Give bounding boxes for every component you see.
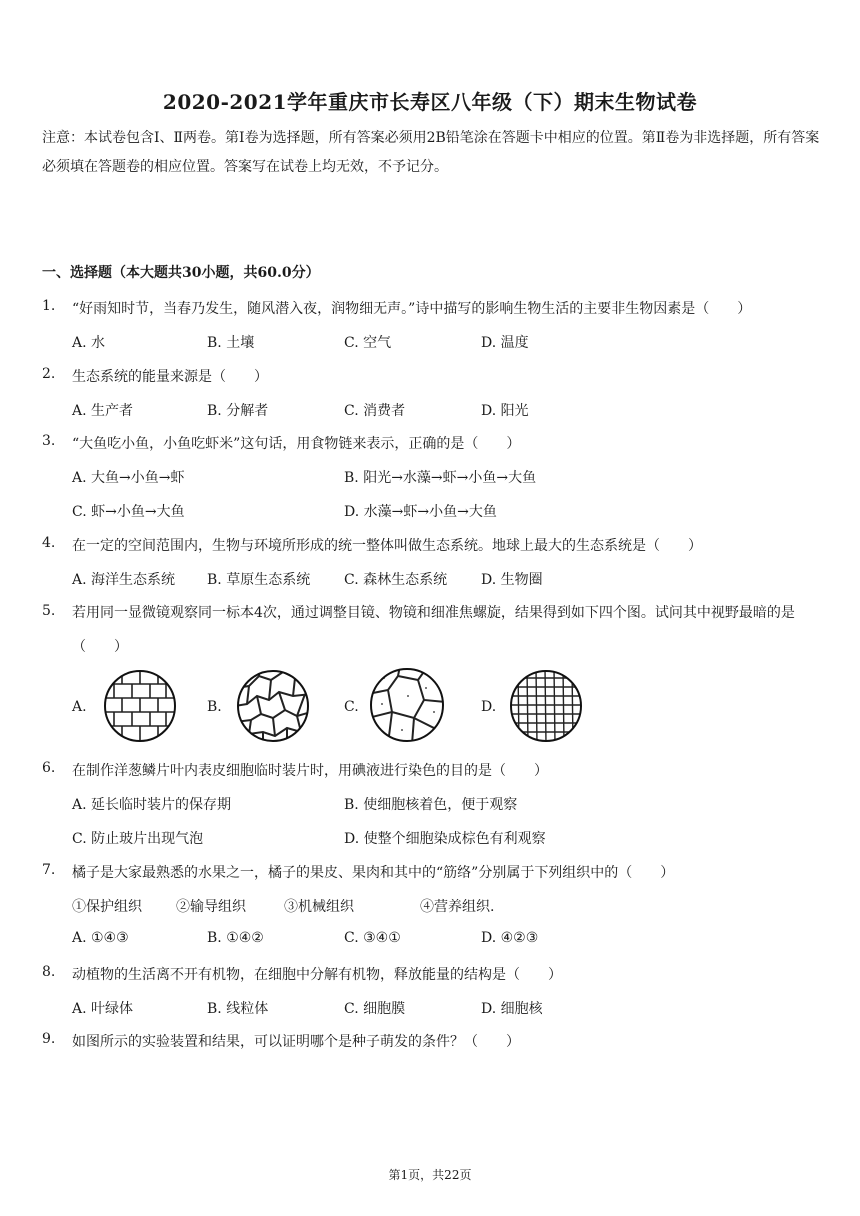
question-number: 3.	[42, 433, 56, 449]
tissue-item: ②输导组织	[176, 899, 246, 915]
page-footer: 第1页，共22页	[388, 1168, 472, 1182]
question-text: 若用同一显微镜观察同一标本4次，通过调整目镜、物镜和细准焦螺旋，结果得到如下四个图。试问其中视野最暗的是（ ）	[72, 605, 795, 655]
option-c[interactable]: C. 防止玻片出现气泡	[72, 831, 204, 847]
question-number: 8.	[42, 964, 56, 980]
question-text: 橘子是大家最熟悉的水果之一，橘子的果皮、果肉和其中的“筋络”分别属于下列组织中的（ ）	[72, 865, 675, 881]
option-a[interactable]: A. 延长临时装片的保存期	[72, 797, 232, 813]
option-c[interactable]: C. 消费者	[344, 403, 406, 419]
option-b[interactable]: B. ①④②	[207, 930, 264, 946]
option-d[interactable]: D. 生物圈	[481, 572, 543, 588]
option-c[interactable]: C.	[344, 699, 359, 715]
option-d[interactable]: D. ④②③	[481, 930, 539, 946]
question-text: 在制作洋葱鳞片叶内表皮细胞临时装片时，用碘液进行染色的目的是（ ）	[72, 763, 548, 779]
option-b[interactable]: B. 草原生态系统	[207, 572, 311, 588]
option-d[interactable]: D. 使整个细胞染成棕色有利观察	[344, 831, 546, 847]
question-number: 6.	[42, 760, 56, 776]
option-d[interactable]: D.	[481, 699, 497, 715]
question-text: 在一定的空间范围内，生物与环境所形成的统一整体叫做生态系统。地球上最大的生态系统是（ ）	[72, 538, 702, 554]
question-text: “好雨知时节，当春乃发生，随风潜入夜，润物细无声。”诗中描写的影响生物生活的主要非生物因素是（ ）	[72, 301, 752, 317]
question-number: 5.	[42, 603, 56, 619]
option-c[interactable]: C. 森林生态系统	[344, 572, 448, 588]
option-c[interactable]: C. ③④①	[344, 930, 401, 946]
section-heading: 一、选择题（本大题共30小题，共60.0分）	[42, 265, 320, 281]
question-text: 如图所示的实验装置和结果，可以证明哪个是种子萌发的条件？（ ）	[72, 1034, 520, 1050]
option-b[interactable]: B. 使细胞核着色，便于观察	[344, 797, 518, 813]
question-number: 9.	[42, 1031, 56, 1047]
option-d[interactable]: D. 温度	[481, 335, 529, 351]
option-b[interactable]: B. 阳光→水藻→虾→小鱼→大鱼	[344, 470, 537, 486]
microscope-view-d	[508, 668, 584, 744]
option-c[interactable]: C. 细胞膜	[344, 1001, 406, 1017]
option-a[interactable]: A. ①④③	[72, 930, 129, 946]
question-text: 动植物的生活离不开有机物，在细胞中分解有机物，释放能量的结构是（ ）	[72, 967, 562, 983]
page-title: 2020-2021学年重庆市长寿区八年级（下）期末生物试卷	[162, 90, 698, 114]
question-text: 生态系统的能量来源是（ ）	[72, 369, 268, 385]
tissue-item: ①保护组织	[72, 899, 142, 915]
tissue-item: ④营养组织.	[420, 899, 495, 915]
microscope-view-a	[102, 668, 178, 744]
option-d[interactable]: D. 细胞核	[481, 1001, 543, 1017]
option-a[interactable]: A. 叶绿体	[72, 1001, 134, 1017]
tissue-item: ③机械组织	[284, 899, 354, 915]
microscope-view-c	[368, 666, 446, 744]
option-a[interactable]: A. 生产者	[72, 403, 134, 419]
option-a[interactable]: A.	[72, 699, 87, 715]
option-a[interactable]: A. 海洋生态系统	[72, 572, 176, 588]
option-c[interactable]: C. 空气	[344, 335, 392, 351]
option-a[interactable]: A. 水	[72, 335, 106, 351]
option-b[interactable]: B. 线粒体	[207, 1001, 269, 1017]
option-d[interactable]: D. 水藻→虾→小鱼→大鱼	[344, 504, 497, 520]
question-text: “大鱼吃小鱼，小鱼吃虾米”这句话，用食物链来表示，正确的是（ ）	[72, 436, 521, 452]
question-number: 1.	[42, 298, 56, 314]
microscope-view-b	[235, 668, 311, 744]
option-c[interactable]: C. 虾→小鱼→大鱼	[72, 504, 185, 520]
question-number: 7.	[42, 862, 56, 878]
question-number: 2.	[42, 366, 56, 382]
option-d[interactable]: D. 阳光	[481, 403, 529, 419]
option-b[interactable]: B.	[207, 699, 222, 715]
exam-notice: 注意：本试卷包含Ⅰ、Ⅱ两卷。第Ⅰ卷为选择题，所有答案必须用2B铅笔涂在答题卡中相应的位置。第Ⅱ卷为非选择题，所有答案必须填在答题卷的相应位置。答案写在试卷上均无效，不予记分。	[42, 130, 820, 175]
question-number: 4.	[42, 535, 56, 551]
option-a[interactable]: A. 大鱼→小鱼→虾	[72, 470, 185, 486]
option-b[interactable]: B. 分解者	[207, 403, 269, 419]
option-b[interactable]: B. 土壤	[207, 335, 255, 351]
